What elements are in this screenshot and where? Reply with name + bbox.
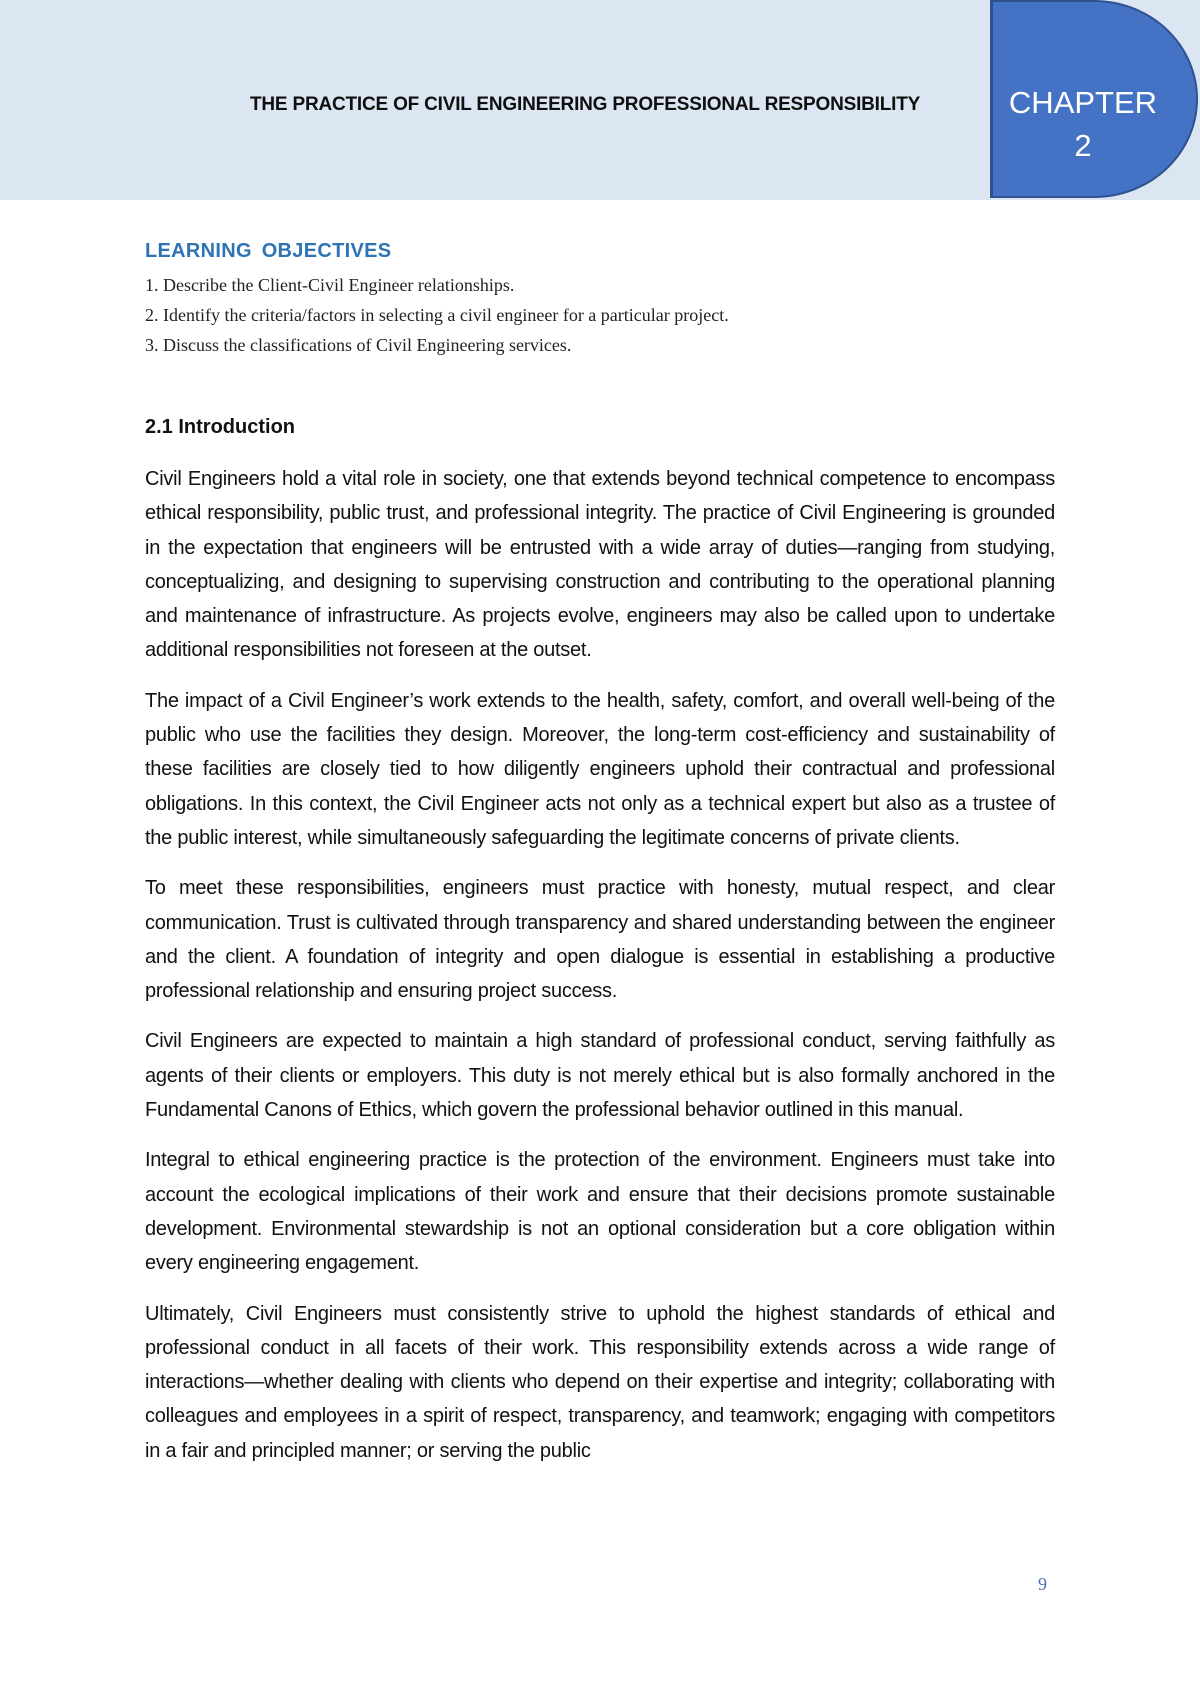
chapter-tab bbox=[990, 0, 1198, 198]
chapter-label: CHAPTER bbox=[1008, 85, 1158, 120]
body-paragraph: Civil Engineers are expected to maintain a high standard of professional conduct, serving faithfully as agents of their clients or employers. This duty is not merely ethical but is also formally anchored in the Fundamental Canons of Ethics, which govern the professional behavior outlined in this manual. bbox=[145, 1030, 1055, 1122]
learning-objective-item: 2. Identify the criteria/factors in selecting a civil engineer for a particular project. bbox=[145, 305, 729, 325]
learning-objective-item: 3. Discuss the classifications of Civil Engineering services. bbox=[145, 335, 572, 355]
running-title: THE PRACTICE OF CIVIL ENGINEERING PROFESSIONAL RESPONSIBILITY bbox=[250, 94, 921, 115]
learning-objective-item: 1. Describe the Client-Civil Engineer relationships. bbox=[145, 275, 515, 295]
body-paragraph: To meet these responsibilities, engineers must practice with honesty, mutual respect, and clear communication. Trust is cultivated through transparency and shared understanding between the engineer and the client. A foundation of integrity and open dialogue is essential in establishing a productive professional relationship and ensuring project success. bbox=[145, 877, 1055, 1003]
chapter-number: 2 bbox=[1074, 128, 1092, 163]
header-band bbox=[0, 0, 1200, 200]
section-body bbox=[145, 462, 1055, 1484]
section-heading: 2.1 Introduction bbox=[145, 416, 295, 438]
learning-objectives-heading: LEARNING OBJECTIVES bbox=[145, 240, 392, 262]
body-paragraph: Ultimately, Civil Engineers must consistently strive to uphold the highest standards of ethical and professional conduct in all facets of their work. This responsibility extends across a wide range of interactions—whether dealing with clients who depend on their expertise and integrity; collaborating with colleagues and employees in a spirit of respect, transparency, and teamwork; engaging with competitors in a fair and principled manner; or serving the public bbox=[145, 1302, 1055, 1462]
body-paragraph: Civil Engineers hold a vital role in society, one that extends beyond technical competence to encompass ethical responsibility, public trust, and professional integrity. The practice of Civil Engineering is grounded in the expectation that engineers will be entrusted with a wide array of duties—ranging from studying, conceptualizing, and designing to supervising construction and contributing to the operational planning and maintenance of infrastructure. As projects evolve, engineers may also be called upon to undertake additional responsibilities not foreseen at the outset. bbox=[145, 468, 1055, 662]
page-number: 9 bbox=[1038, 1574, 1047, 1594]
body-paragraph: Integral to ethical engineering practice is the protection of the environment. Engineers must take into account the ecological implications of their work and ensure that their decisions promote sustainable development. Environmental stewardship is not an optional consideration but a core obligation within every engineering engagement. bbox=[145, 1149, 1055, 1275]
body-paragraph: The impact of a Civil Engineer’s work extends to the health, safety, comfort, and overall well-being of the public who use the facilities they design. Moreover, the long-term cost-efficiency and sustainability of these facilities are closely tied to how diligently engineers uphold their contractual and professional obligations. In this context, the Civil Engineer acts not only as a technical expert but also as a trustee of the public interest, while simultaneously safeguarding the legitimate concerns of private clients. bbox=[145, 689, 1055, 849]
